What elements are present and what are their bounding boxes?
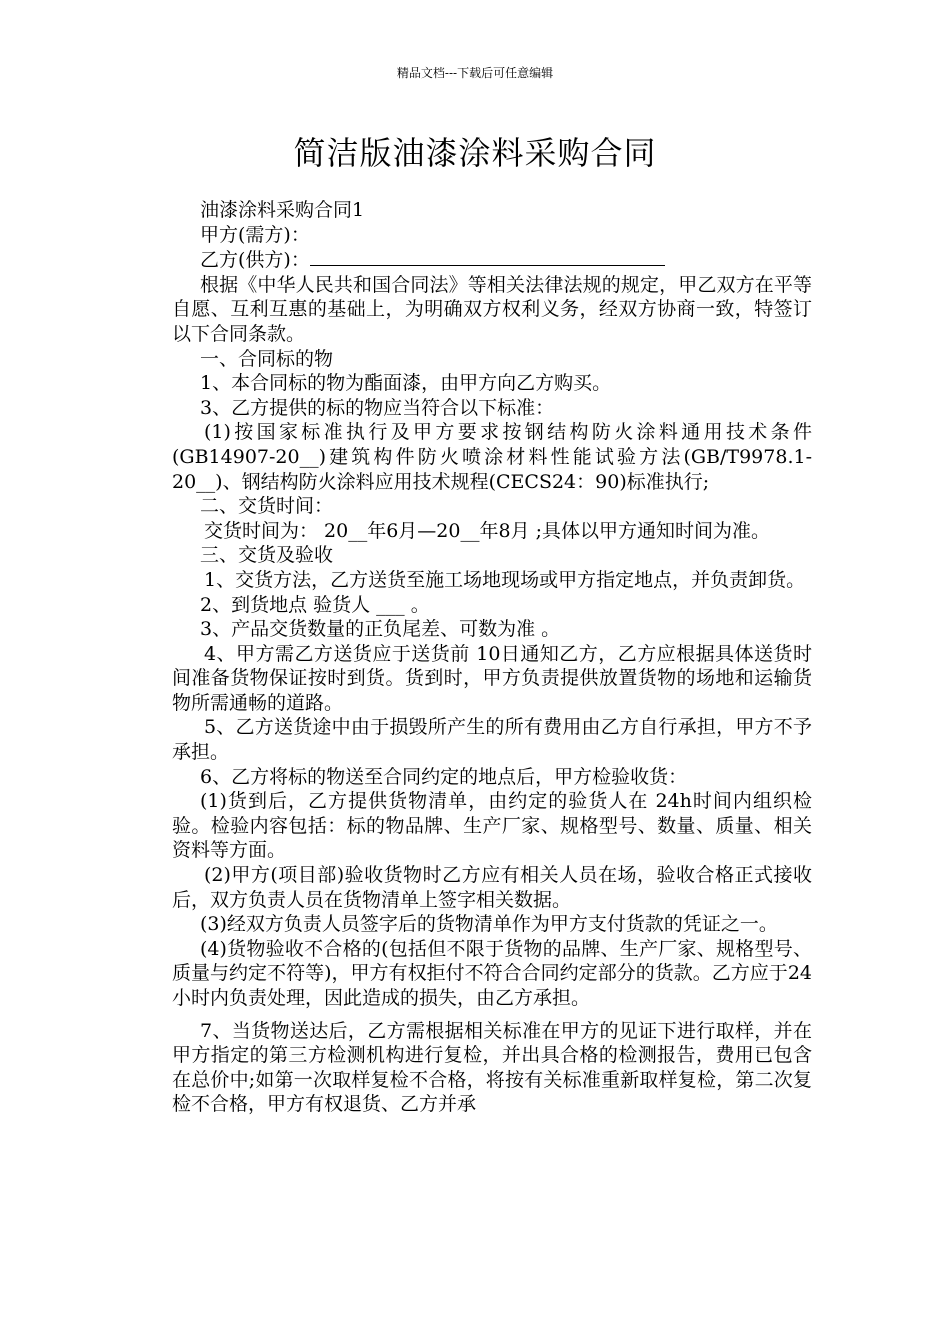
section-3-heading: 三、交货及验收 (200, 544, 334, 567)
section-3-item-6-3: (3)经双方负责人员签字后的货物清单作为甲方支付货款的凭证之一。 (200, 913, 778, 936)
section-3-item-6-4: (4)货物验收不合格的(包括但不限于货物的品牌、生产厂家、规格型号、质量与约定不符等)，甲方有权拒付不符合合同约定部分的货款。乙方应于24小时内负责处理，因此造成的损失，由乙方承担。 (172, 937, 812, 1009)
party-a-label: 甲方(需方)： (200, 223, 310, 246)
section-3-item-6-2: (2)甲方(项目部)验收货物时乙方应有相关人员在场，验收合格正式接收后，双方负责人员在货物清单上签字相关数据。 (172, 864, 812, 911)
section-1-standard: (1)按国家标准执行及甲方要求按钢结构防火涂料通用技术条件(GB14907-20__)建筑构件防火喷涂材料性能试验方法(GB/T9978.1-20__)、钢结构防火涂料应用技术规程(CECS24：90)标准执行; (172, 421, 812, 493)
party-b-blank (310, 247, 665, 266)
section-3-item-6: 6、乙方将标的物送至合同约定的地点后，甲方检验收货： (200, 765, 688, 788)
section-3-item-3: 3、产品交货数量的正负尾差、可数为准 。 (200, 618, 561, 641)
section-1-heading: 一、合同标的物 (200, 347, 334, 370)
section-3-item-2: 2、到货地点 验货人 ___ 。 (200, 593, 430, 616)
section-1-item-3: 3、乙方提供的标的物应当符合以下标准： (200, 396, 555, 419)
party-b-line (172, 247, 812, 273)
intro-paragraph: 根据《中华人民共和国合同法》等相关法律法规的规定，甲乙双方在平等自愿、互利互惠的基础上，为明确双方权利义务，经双方协商一致，特签订以下合同条款。 (172, 273, 812, 345)
section-2-text: 交货时间为： 20__年6月—20__年8月 ;具体以甲方通知时间为准。 (204, 519, 771, 542)
party-b-label: 乙方(供方)： (200, 249, 310, 272)
party-a-line (172, 223, 812, 248)
contract-subtitle: 油漆涂料采购合同1 (200, 199, 365, 221)
section-1-item-1: 1、本合同标的物为酯面漆，由甲方向乙方购买。 (200, 372, 612, 395)
section-3-item-5: 5、乙方送货途中由于损毁所产生的所有费用由乙方自行承担，甲方不予承担。 (172, 716, 812, 764)
section-3-item-4: 4、甲方需乙方送货应于送货前 10日通知乙方，乙方应根据具体送货时间准备货物保证按时到货。货到时，甲方负责提供放置货物的场地和运输货物所需通畅的道路。 (172, 642, 812, 714)
section-2-heading: 二、交货时间： (200, 495, 334, 518)
document-title: 简洁版油漆涂料采购合同 (293, 134, 657, 172)
page-header-note: 精品文档---下载后可任意编辑 (396, 66, 554, 80)
section-3-item-7: 7、当货物送达后，乙方需根据相关标准在甲方的见证下进行取样，并在甲方指定的第三方检测机构进行复检，并出具合格的检测报告，费用已包含在总价中;如第一次取样复检不合格，将按有关标准重新取样复检，第二次复检不合格，甲方有权退货、乙方并承 (172, 1019, 812, 1116)
section-3-item-1: 1、交货方法，乙方送货至施工场地现场或甲方指定地点，并负责卸货。 (204, 568, 806, 591)
section-3-item-6-1: (1)货到后，乙方提供货物清单，由约定的验货人在 24h时间内组织检验。检验内容包括：标的物品牌、生产厂家、规格型号、数量、质量、相关资料等方面。 (172, 790, 812, 862)
document-body (172, 198, 812, 1117)
